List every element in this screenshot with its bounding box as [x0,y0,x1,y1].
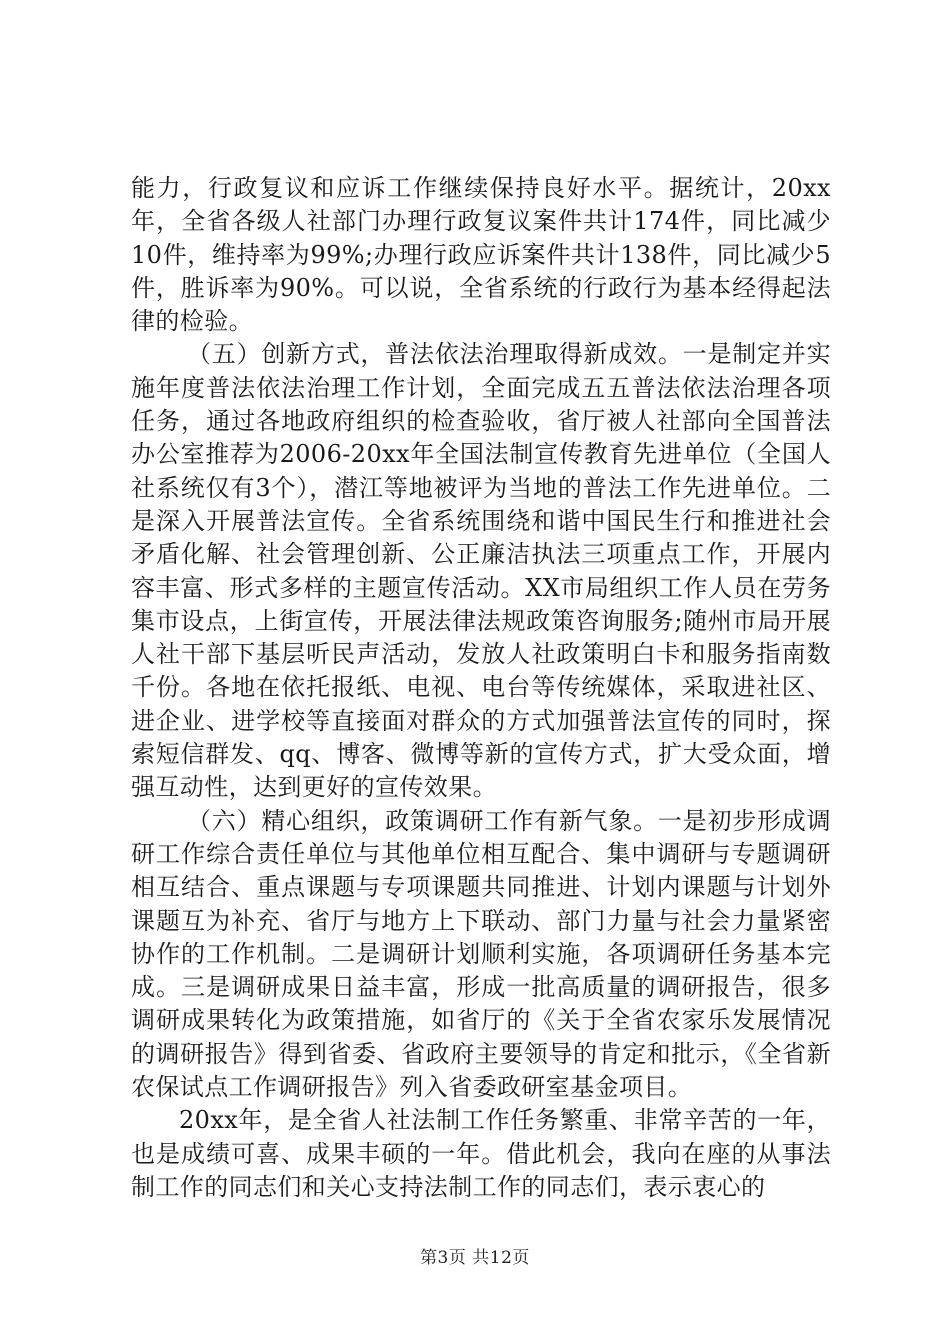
paragraph-continued: 能力，行政复议和应诉工作继续保持良好水平。据统计，20xx年，全省各级人社部门办理行政复议案件共计174件，同比减少10件，维持率为99%;办理行政应诉案件共计138件，同比减少5件，胜诉率为90%。可以说，全省系统的行政行为基本经得起法律的检验。 [131,174,831,336]
page-number-footer: 第3页 共12页 [420,1248,530,1268]
paragraph-section-5: （五）创新方式，普法依法治理取得新成效。一是制定并实施年度普法依法治理工作计划，全面完成五五普法依法治理各项任务，通过各地政府组织的检查验收，省厅被人社部向全国普法办公室推荐为2006-20xx年全国法制宣传教育先进单位（全国人社系统仅有3个），潜江等地被评为当地的普法工作先进单位。二是深入开展普法宣传。全省系统围绕和谐中国民生行和推进社会矛盾化解、社会管理创新、公正廉洁执法三项重点工作，开展内容丰富、形式多样的主题宣传活动。XX市局组织工作人员在劳务集市设点，上街宣传，开展法律法规政策咨询服务;随州市局开展人社干部下基层听民声活动，发放人社政策明白卡和服务指南数千份。各地在依托报纸、电视、电台等传统媒体，采取进社区、进企业、进学校等直接面对群众的方式加强普法宣传的同时，探索短信群发、qq、博客、微博等新的宣传方式，扩大受众面，增强互动性，达到更好的宣传效果。 [131,340,831,802]
paragraph-closing: 20xx年，是全省人社法制工作任务繁重、非常辛苦的一年，也是成绩可喜、成果丰硕的一年。借此机会，我向在座的从事法制工作的同志们和关心支持法制工作的同志们，表示衷心的 [131,1106,831,1201]
document-body [131,172,831,1204]
paragraph-section-6: （六）精心组织，政策调研工作有新气象。一是初步形成调研工作综合责任单位与其他单位相互配合、集中调研与专题调研相互结合、重点课题与专项课题共同推进、计划内课题与计划外课题互为补充、省厅与地方上下联动、部门力量与社会力量紧密协作的工作机制。二是调研计划顺利实施，各项调研任务基本完成。三是调研成果日益丰富，形成一批高质量的调研报告，很多调研成果转化为政策措施，如省厅的《关于全省农家乐发展情况的调研报告》得到省委、省政府主要领导的肯定和批示，《全省新农保试点工作调研报告》列入省委政研室基金项目。 [131,806,831,1102]
